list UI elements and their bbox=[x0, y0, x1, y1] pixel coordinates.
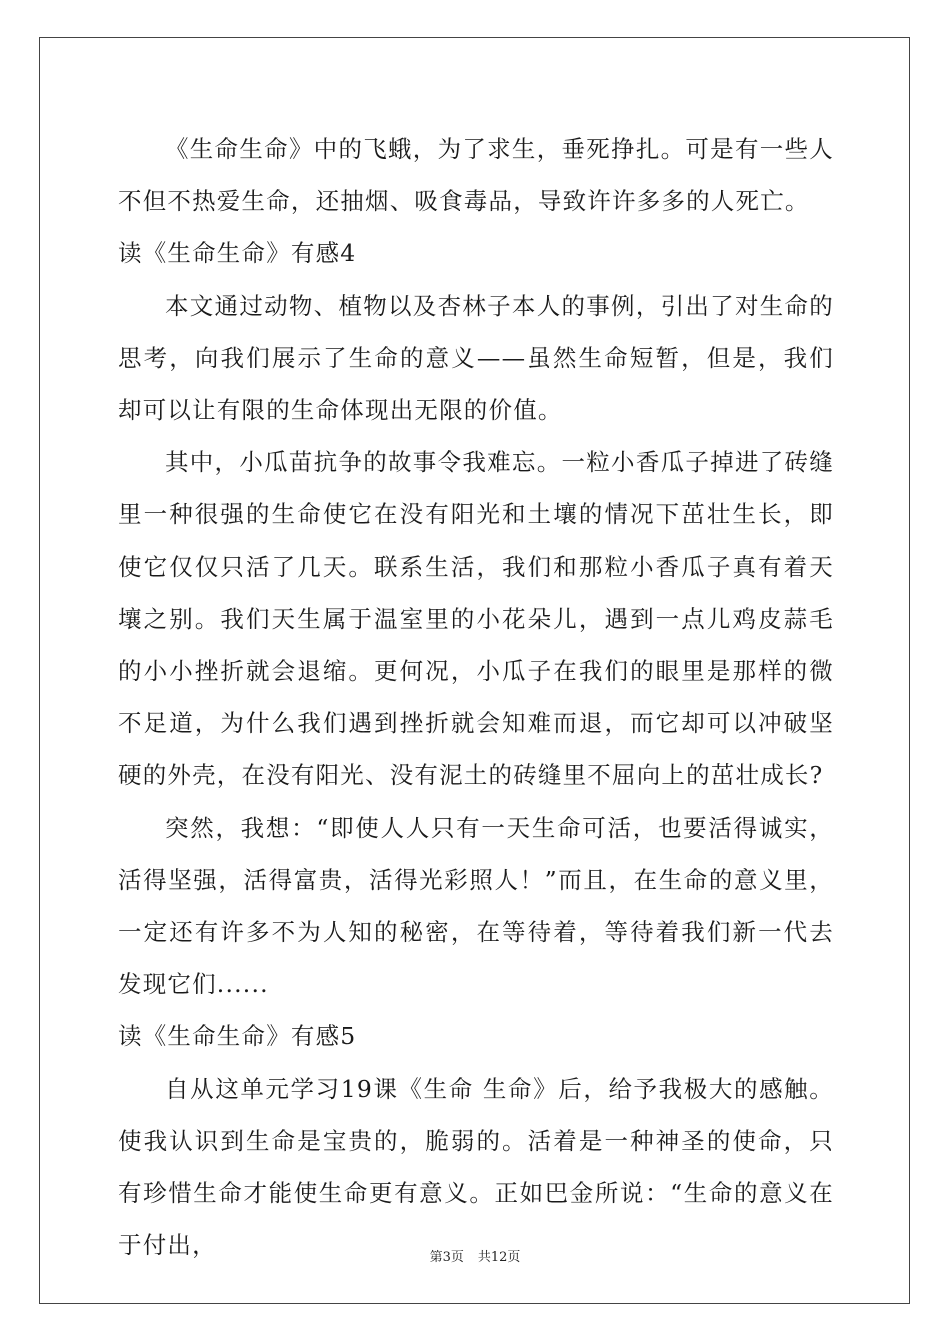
page-number: 第3页 bbox=[429, 1250, 464, 1265]
paragraph: 其中，小瓜苗抗争的故事令我难忘。一粒小香瓜子掉进了砖缝里一种很强的生命使它在没有阳光和土壤的情况下茁壮生长，即使它仅仅只活了几天。联系生活，我们和那粒小香瓜子真有着天壤之别。我们天生属于温室里的小花朵儿，遇到一点儿鸡皮蒜毛的小小挫折就会退缩。更何况，小瓜子在我们的眼里是那样的微不足道，为什么我们遇到挫折就会知难而退，而它却可以冲破坚硬的外壳，在没有阳光、没有泥土的砖缝里不屈向上的茁壮成长? bbox=[118, 448, 834, 790]
paragraph: 突然，我想：“即使人人只有一天生命可活，也要活得诚实，活得坚强，活得富贵，活得光彩照人！”而且，在生命的意义里，一定还有许多不为人知的秘密，在等待着，等待着我们新一代去发现它们...... bbox=[118, 813, 834, 999]
paragraph: 本文通过动物、植物以及杏林子本人的事例，引出了对生命的思考，向我们展示了生命的意义——虽然生命短暂，但是，我们却可以让有限的生命体现出无限的价值。 bbox=[118, 291, 834, 425]
document-body bbox=[118, 123, 834, 1271]
page-total: 共12页 bbox=[477, 1250, 521, 1265]
paragraph: 《生命生命》中的飞蛾，为了求生，垂死挣扎。可是有一些人不但不热爱生命，还抽烟、吸食毒品，导致许许多多的人死亡。 bbox=[118, 135, 834, 216]
paragraph: 自从这单元学习19课《生命 生命》后，给予我极大的感触。使我认识到生命是宝贵的，脆弱的。活着是一种神圣的使命，只有珍惜生命才能使生命更有意义。正如巴金所说：“生命的意义在于付出， bbox=[118, 1074, 834, 1260]
section-heading: 读《生命生命》有感5 bbox=[118, 1022, 357, 1051]
section-heading: 读《生命生命》有感4 bbox=[118, 239, 357, 268]
page-footer bbox=[0, 1246, 950, 1265]
